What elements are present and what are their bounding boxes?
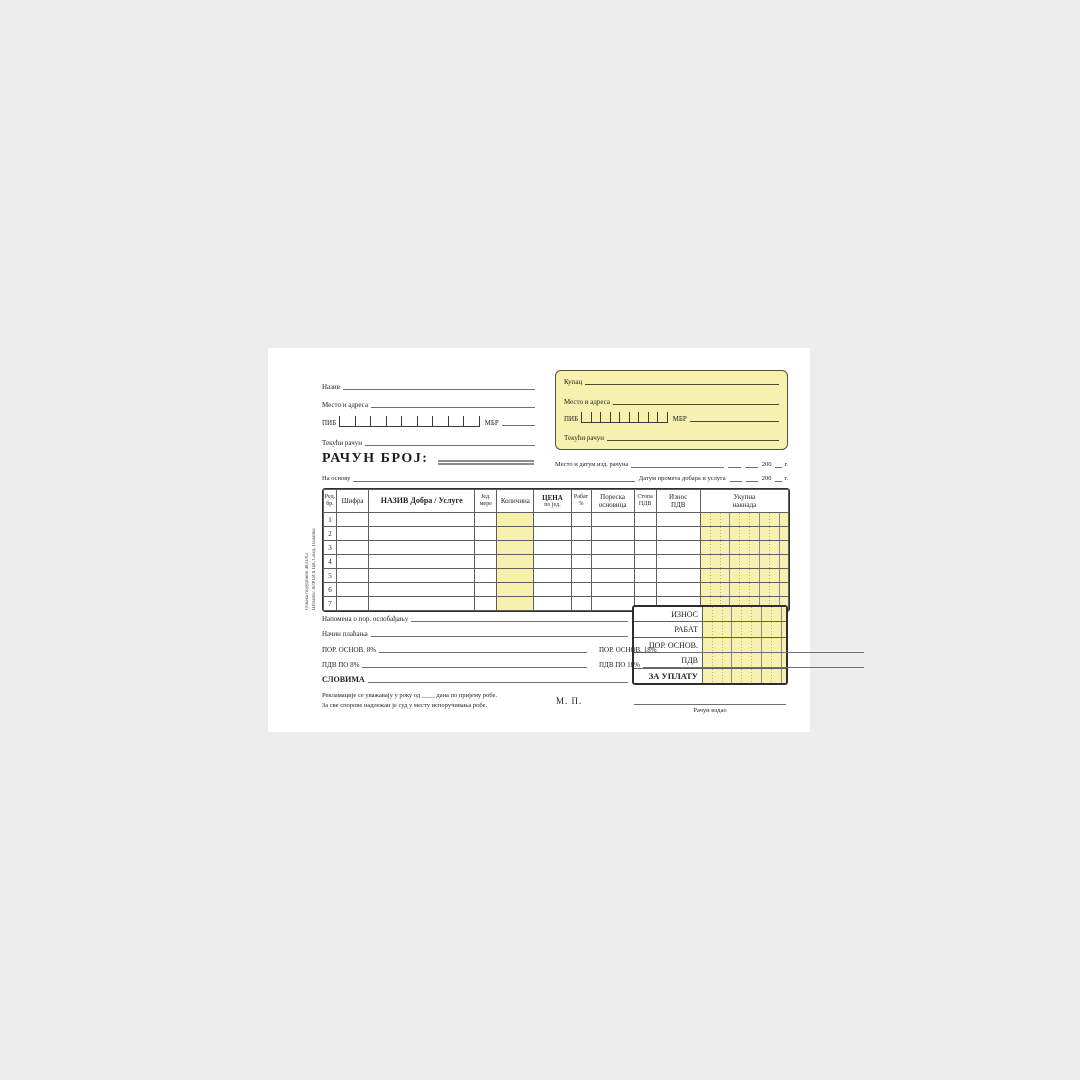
empty-cell bbox=[591, 513, 634, 527]
quantity-cell bbox=[497, 527, 534, 541]
empty-cell bbox=[534, 569, 571, 583]
blank-line bbox=[690, 420, 779, 422]
table-row bbox=[324, 583, 789, 597]
empty-cell bbox=[656, 569, 700, 583]
issued-by-label: Рачун издао bbox=[693, 707, 727, 714]
blank-line bbox=[631, 466, 723, 468]
totals-row-discount bbox=[634, 621, 786, 636]
empty-cell bbox=[534, 597, 571, 611]
blank-line bbox=[613, 403, 779, 405]
seller-address-row bbox=[322, 402, 535, 409]
buyer-mbr-label: МБР bbox=[672, 415, 687, 423]
column-header-discount: Рабат % bbox=[571, 490, 591, 513]
column-header-quantity: Количина bbox=[497, 490, 534, 513]
quantity-cell bbox=[497, 541, 534, 555]
seller-name-label: Назив bbox=[322, 383, 340, 391]
totals-row-amount bbox=[634, 607, 786, 621]
empty-cell bbox=[475, 541, 497, 555]
empty-cell bbox=[475, 569, 497, 583]
invoice-page bbox=[268, 348, 810, 732]
blank-line bbox=[379, 651, 587, 653]
tax-base-8-label: ПОР. ОСНОВ. 8% bbox=[322, 646, 377, 654]
buyer-pib-label: ПИБ bbox=[564, 415, 579, 423]
empty-cell bbox=[337, 527, 369, 541]
vat-18-label: ПДВ ПО 18% bbox=[599, 661, 640, 669]
blank-line bbox=[585, 383, 779, 385]
total-digit-grid bbox=[700, 555, 788, 569]
pib-digit-boxes bbox=[581, 412, 668, 423]
totals-label: ПОР. ОСНОВ. bbox=[648, 640, 698, 650]
table-row bbox=[324, 513, 789, 527]
empty-cell bbox=[475, 583, 497, 597]
buyer-address-row bbox=[564, 399, 779, 406]
issued-by-block bbox=[634, 694, 786, 714]
empty-cell bbox=[571, 555, 591, 569]
seller-address-label: Место и адреса bbox=[322, 401, 368, 409]
footer-line-jurisdiction: За све спорове надлежан је суд у месту испоручивања робе. bbox=[322, 702, 488, 710]
tax-base-row bbox=[322, 646, 864, 654]
amount-in-words-label: СЛОВИМА bbox=[322, 675, 365, 684]
empty-cell bbox=[656, 527, 700, 541]
empty-cell bbox=[571, 569, 591, 583]
row-number: 3 bbox=[324, 541, 337, 555]
invoice-number-line bbox=[438, 460, 534, 465]
seller-mbr-label: МБР bbox=[484, 419, 499, 427]
empty-cell bbox=[634, 513, 656, 527]
buyer-pib-row bbox=[564, 412, 779, 423]
blank-line bbox=[730, 480, 742, 482]
totals-row-payable bbox=[634, 668, 786, 683]
side-imprint-order: Ознака поруџбине 4831/02 bbox=[305, 553, 310, 610]
total-digit-grid bbox=[702, 622, 786, 636]
stamp-placeholder: М. П. bbox=[556, 696, 583, 706]
table-row bbox=[324, 555, 789, 569]
empty-cell bbox=[369, 597, 475, 611]
empty-cell bbox=[571, 541, 591, 555]
row-number: 4 bbox=[324, 555, 337, 569]
buyer-name-row bbox=[564, 379, 779, 386]
column-header-item-name: НАЗИВ Добра / Услуге bbox=[369, 490, 475, 513]
quantity-cell bbox=[497, 597, 534, 611]
buyer-address-label: Место и адреса bbox=[564, 398, 610, 406]
column-header-vat-amount: Износ ПДВ bbox=[656, 490, 700, 513]
row-number: 2 bbox=[324, 527, 337, 541]
turnover-date-label: Датум промета добара и услуга bbox=[638, 475, 726, 482]
empty-cell bbox=[571, 583, 591, 597]
seller-pib-label: ПИБ bbox=[322, 419, 337, 427]
empty-cell bbox=[337, 569, 369, 583]
empty-cell bbox=[369, 527, 475, 541]
blank-line bbox=[728, 466, 741, 468]
total-digit-grid bbox=[700, 513, 788, 527]
payment-method-row bbox=[322, 631, 628, 638]
total-digit-grid bbox=[702, 669, 786, 683]
empty-cell bbox=[591, 541, 634, 555]
empty-cell bbox=[656, 555, 700, 569]
invoice-title-row bbox=[322, 451, 534, 467]
basis-label: На основу bbox=[322, 475, 351, 482]
pib-digit-boxes bbox=[339, 416, 480, 427]
blank-line bbox=[660, 651, 864, 653]
empty-cell bbox=[634, 583, 656, 597]
empty-cell bbox=[656, 513, 700, 527]
blank-line bbox=[368, 681, 628, 683]
amount-in-words-row bbox=[322, 676, 628, 684]
empty-cell bbox=[369, 541, 475, 555]
table-header-row bbox=[324, 490, 789, 513]
page-title: РАЧУН БРОЈ: bbox=[322, 451, 429, 466]
blank-line bbox=[746, 480, 758, 482]
totals-label: ИЗНОС bbox=[671, 609, 698, 619]
row-number: 7 bbox=[324, 597, 337, 611]
blank-line bbox=[343, 388, 535, 390]
empty-cell bbox=[656, 583, 700, 597]
empty-cell bbox=[534, 527, 571, 541]
blank-line bbox=[745, 466, 758, 468]
blank-line bbox=[371, 635, 628, 637]
issued-by-signature-line bbox=[634, 694, 786, 705]
empty-cell bbox=[337, 555, 369, 569]
empty-cell bbox=[369, 569, 475, 583]
empty-cell bbox=[475, 527, 497, 541]
empty-cell bbox=[369, 513, 475, 527]
blank-line bbox=[411, 620, 628, 622]
empty-cell bbox=[534, 513, 571, 527]
empty-cell bbox=[571, 527, 591, 541]
total-digit-grid bbox=[700, 527, 788, 541]
empty-cell bbox=[534, 541, 571, 555]
empty-cell bbox=[634, 541, 656, 555]
tax-exemption-row bbox=[322, 616, 628, 623]
blank-line bbox=[365, 444, 535, 446]
tax-base-18-label: ПОР. ОСНОВ. 18% bbox=[599, 646, 657, 654]
totals-box bbox=[632, 605, 788, 685]
empty-cell bbox=[475, 555, 497, 569]
total-digit-grid bbox=[700, 541, 788, 555]
totals-label: ЗА УПЛАТУ bbox=[648, 670, 698, 681]
empty-cell bbox=[591, 527, 634, 541]
quantity-cell bbox=[497, 555, 534, 569]
items-table bbox=[322, 488, 790, 612]
table-row bbox=[324, 569, 789, 583]
year-prefix: 200 bbox=[761, 475, 772, 482]
empty-cell bbox=[337, 513, 369, 527]
empty-cell bbox=[475, 597, 497, 611]
seller-account-label: Текући рачун bbox=[322, 439, 363, 447]
empty-cell bbox=[571, 513, 591, 527]
row-number: 1 bbox=[324, 513, 337, 527]
column-header-row-number: Ред. бр. bbox=[324, 490, 337, 513]
empty-cell bbox=[475, 513, 497, 527]
column-header-tax-base: Пореска основица bbox=[591, 490, 634, 513]
column-header-code: Шифра bbox=[337, 490, 369, 513]
quantity-cell bbox=[497, 513, 534, 527]
table-row bbox=[324, 527, 789, 541]
seller-name-row bbox=[322, 384, 535, 391]
blank-line bbox=[502, 424, 535, 426]
column-header-unit: Јед. мере bbox=[475, 490, 497, 513]
column-header-total: Укупна накнада bbox=[700, 490, 788, 513]
empty-cell bbox=[591, 555, 634, 569]
seller-pib-row bbox=[322, 416, 535, 427]
blank-line bbox=[775, 480, 782, 482]
year-prefix: 200 bbox=[761, 461, 772, 468]
column-header-vat-rate: Стопа ПДВ bbox=[634, 490, 656, 513]
blank-line bbox=[607, 439, 779, 441]
year-suffix: г. bbox=[784, 475, 788, 482]
row-number: 5 bbox=[324, 569, 337, 583]
empty-cell bbox=[591, 583, 634, 597]
issue-date-row bbox=[555, 462, 788, 469]
row-number: 6 bbox=[324, 583, 337, 597]
empty-cell bbox=[337, 541, 369, 555]
buyer-account-row bbox=[564, 435, 779, 442]
tax-exemption-label: Напомена о пор. ослобађању bbox=[322, 615, 409, 623]
footer-line-complaints: Рекламације се уважавају у року од ____ дана по пријему робе. bbox=[322, 692, 498, 699]
buyer-box bbox=[555, 370, 788, 450]
blank-line bbox=[775, 466, 782, 468]
empty-cell bbox=[337, 583, 369, 597]
table-row bbox=[324, 541, 789, 555]
totals-label: ПДВ bbox=[681, 655, 698, 665]
empty-cell bbox=[591, 597, 634, 611]
quantity-cell bbox=[497, 569, 534, 583]
seller-account-row bbox=[322, 440, 535, 447]
empty-cell bbox=[634, 527, 656, 541]
quantity-cell bbox=[497, 583, 534, 597]
blank-line bbox=[362, 666, 587, 668]
total-digit-grid bbox=[700, 583, 788, 597]
empty-cell bbox=[591, 569, 634, 583]
side-imprint-printer: Штампа: ЈЕФТИЋ ЦВ, Смед. Паланка bbox=[312, 528, 317, 610]
column-header-unit-price: ЦЕНА по јед. bbox=[534, 490, 571, 513]
total-digit-grid bbox=[702, 607, 786, 621]
blank-line bbox=[353, 480, 634, 482]
footer-terms bbox=[322, 691, 497, 711]
empty-cell bbox=[656, 541, 700, 555]
vat-8-label: ПДВ ПО 8% bbox=[322, 661, 360, 669]
year-suffix: г. bbox=[784, 461, 788, 468]
payment-method-label: Начин плаћања bbox=[322, 630, 368, 638]
buyer-name-label: Купац bbox=[564, 378, 583, 386]
issue-date-label: Место и датум изд. рачуна bbox=[555, 461, 629, 468]
totals-label: РАБАТ bbox=[674, 625, 698, 635]
empty-cell bbox=[534, 583, 571, 597]
vat-row bbox=[322, 661, 864, 669]
blank-line bbox=[643, 666, 864, 668]
basis-row bbox=[322, 476, 788, 483]
empty-cell bbox=[634, 569, 656, 583]
empty-cell bbox=[571, 597, 591, 611]
empty-cell bbox=[337, 597, 369, 611]
empty-cell bbox=[534, 555, 571, 569]
empty-cell bbox=[369, 555, 475, 569]
blank-line bbox=[371, 406, 535, 408]
empty-cell bbox=[369, 583, 475, 597]
total-digit-grid bbox=[700, 569, 788, 583]
empty-cell bbox=[634, 555, 656, 569]
buyer-account-label: Текући рачун bbox=[564, 434, 605, 442]
